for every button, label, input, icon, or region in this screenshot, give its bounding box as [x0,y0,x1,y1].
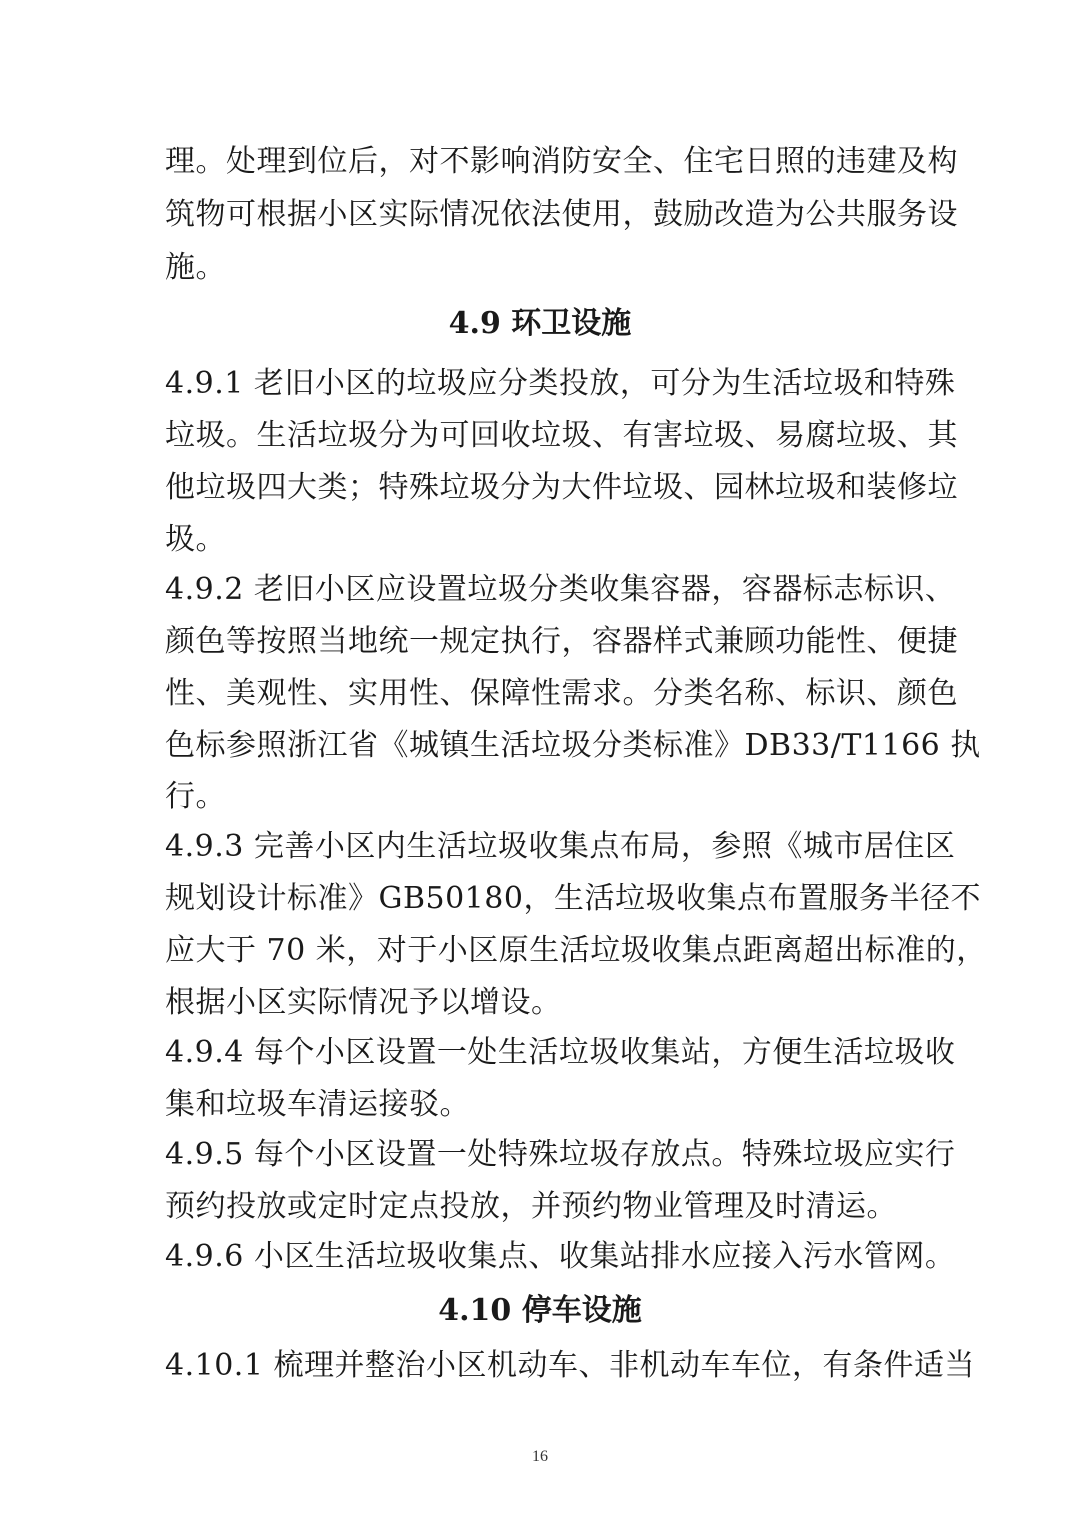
clause-line: 他垃圾四大类；特殊垃圾分为大件垃圾、园林垃圾和装修垃 [165,470,958,505]
paragraph-line: 施。 [165,250,226,285]
page-number: 16 [532,1448,548,1465]
clause-line: 4.9.6 小区生活垃圾收集点、收集站排水应接入污水管网。 [165,1239,956,1274]
clause-line: 4.9.2 老旧小区应设置垃圾分类收集容器，容器标志标识、 [165,572,956,607]
clause-line: 颜色等按照当地统一规定执行，容器样式兼顾功能性、便捷 [165,624,958,659]
paragraph-line: 筑物可根据小区实际情况依法使用，鼓励改造为公共服务设 [165,197,958,232]
clause-line: 行。 [165,779,226,814]
clause-line: 4.9.1 老旧小区的垃圾应分类投放，可分为生活垃圾和特殊 [165,366,956,401]
clause-line: 规划设计标准》GB50180，生活垃圾收集点布置服务半径不 [165,881,981,916]
clause-line: 4.10.1 梳理并整治小区机动车、非机动车车位，有条件适当 [165,1348,975,1383]
paragraph-line: 理。处理到位后，对不影响消防安全、住宅日照的违建及构 [165,144,958,179]
clause-line: 性、美观性、实用性、保障性需求。分类名称、标识、颜色 [165,676,958,711]
clause-line: 圾。 [165,522,226,557]
clause-line: 4.9.3 完善小区内生活垃圾收集点布局，参照《城市居住区 [165,829,956,864]
clause-line: 色标参照浙江省《城镇生活垃圾分类标准》DB33/T1166 执 [165,728,981,763]
section-heading: 4.10 停车设施 [438,1293,642,1328]
clause-line: 集和垃圾车清运接驳。 [165,1087,470,1122]
clause-line: 应大于 70 米，对于小区原生活垃圾收集点距离超出标准的， [165,933,987,968]
clause-line: 4.9.5 每个小区设置一处特殊垃圾存放点。特殊垃圾应实行 [165,1137,956,1172]
clause-line: 4.9.4 每个小区设置一处生活垃圾收集站，方便生活垃圾收 [165,1035,956,1070]
clause-line: 预约投放或定时定点投放，并预约物业管理及时清运。 [165,1189,897,1224]
clause-line: 根据小区实际情况予以增设。 [165,985,562,1020]
clause-line: 垃圾。生活垃圾分为可回收垃圾、有害垃圾、易腐垃圾、其 [165,418,958,453]
section-heading: 4.9 环卫设施 [448,306,632,341]
